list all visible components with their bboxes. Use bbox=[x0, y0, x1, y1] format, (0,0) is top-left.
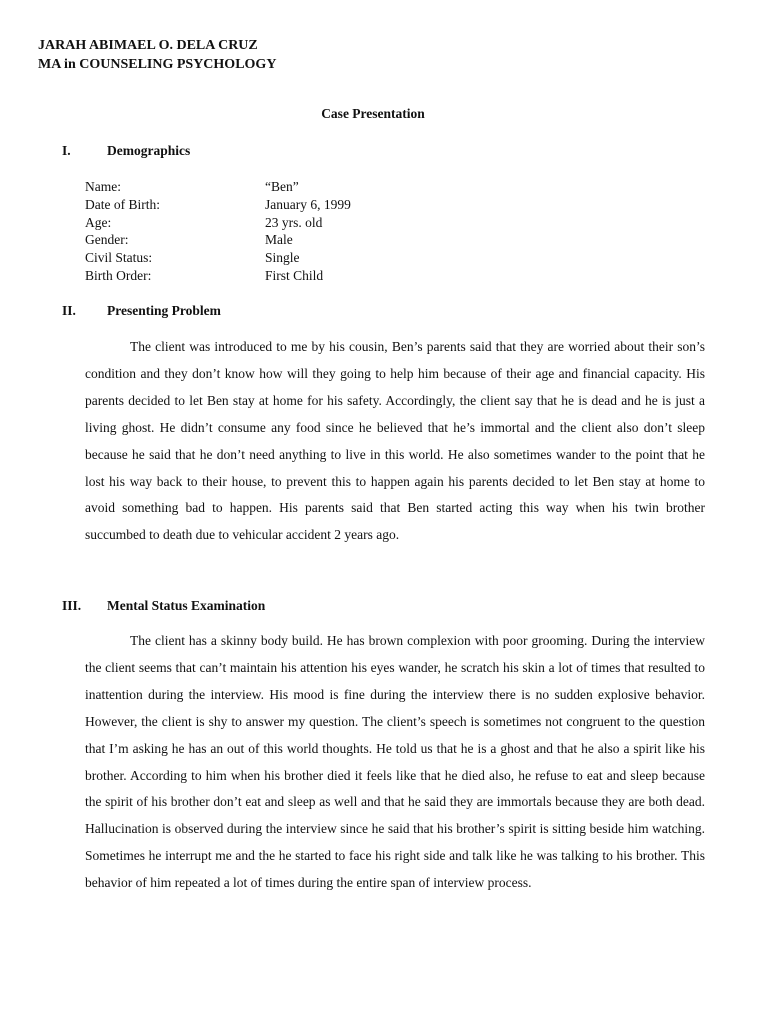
demographics-row-civil-status bbox=[85, 249, 351, 267]
section-heading-mental-status-examination bbox=[62, 598, 265, 614]
author-block bbox=[38, 36, 276, 74]
field-label: Civil Status: bbox=[85, 250, 153, 266]
field-label: Birth Order: bbox=[85, 267, 152, 283]
field-value: First Child bbox=[265, 267, 324, 283]
section-heading-demographics bbox=[62, 143, 190, 159]
field-value: Male bbox=[265, 232, 293, 248]
section-heading-presenting-problem bbox=[62, 303, 221, 319]
section-title: Demographics bbox=[107, 143, 191, 158]
author-program: MA in COUNSELING PSYCHOLOGY bbox=[38, 57, 277, 72]
document-title: Case Presentation bbox=[321, 106, 425, 121]
presenting-problem-paragraph: The client was introduced to me by his cousin, Ben’s parents said that they are worried about their son’s condition and they don’t know how will they going to help him because of their age and financial capacity. His parents decided to let Ben stay at home for his safety. Accordingly, the client say that he is dead and he is just a living ghost. He didn’t consume any food since he believed that he’s immortal and the client also don’t sleep because he said that he don’t need anything to live in this world. He also sometimes wander to the point that he lost his way back to their house, to prevent this to happen again his parents decided to let Ben stay at home to avoid something bad to happen. His parents said that Ben started acting this way when his twin brother succumbed to death due to vehicular accident 2 years ago. bbox=[85, 339, 705, 543]
field-label: Gender: bbox=[85, 232, 129, 248]
demographics-row-gender bbox=[85, 231, 351, 249]
section-number: I. bbox=[62, 143, 71, 158]
demographics-table bbox=[85, 178, 351, 285]
section-title: Mental Status Examination bbox=[107, 598, 266, 613]
field-label: Age: bbox=[85, 214, 112, 230]
field-label: Date of Birth: bbox=[85, 196, 160, 212]
field-value: “Ben” bbox=[265, 179, 299, 194]
mental-status-paragraph: The client has a skinny body build. He has brown complexion with poor grooming. During the interview the client seems that can’t maintain his attention his eyes wander, he scratch his skin a lot of times that resulted to inattention during the interview. His mood is fine during the interview there is no sudden explosive behavior. However, the client is shy to answer my question. The client’s speech is sometimes not congruent to the question that I’m asking he has an out of this world thoughts. He told us that he is a ghost and that he also a spirit like his brother. According to him when his brother died it feels like that he died also, he refuse to eat and sleep because the spirit of his brother don’t eat and sleep as well and that he said they are immortals because they are both dead. Hallucination is observed during the interview since he said that his brother’s spirit is sitting beside him watching. Sometimes he interrupt me and the he started to face his right side and talk like he was talking to his brother. This behavior of him repeated a lot of times during the entire span of interview process. bbox=[85, 633, 705, 891]
section-number: II. bbox=[62, 303, 76, 318]
demographics-row-name bbox=[85, 178, 351, 196]
author-name: JARAH ABIMAEL O. DELA CRUZ bbox=[38, 38, 258, 53]
field-label: Name: bbox=[85, 179, 121, 194]
demographics-row-age bbox=[85, 214, 351, 232]
field-value: Single bbox=[265, 250, 300, 266]
field-value: January 6, 1999 bbox=[265, 196, 351, 212]
demographics-row-date-of-birth bbox=[85, 196, 351, 214]
field-value: 23 yrs. old bbox=[265, 214, 323, 230]
demographics-row-birth-order bbox=[85, 267, 351, 285]
section-number: III. bbox=[62, 598, 82, 613]
section-title: Presenting Problem bbox=[107, 303, 221, 318]
